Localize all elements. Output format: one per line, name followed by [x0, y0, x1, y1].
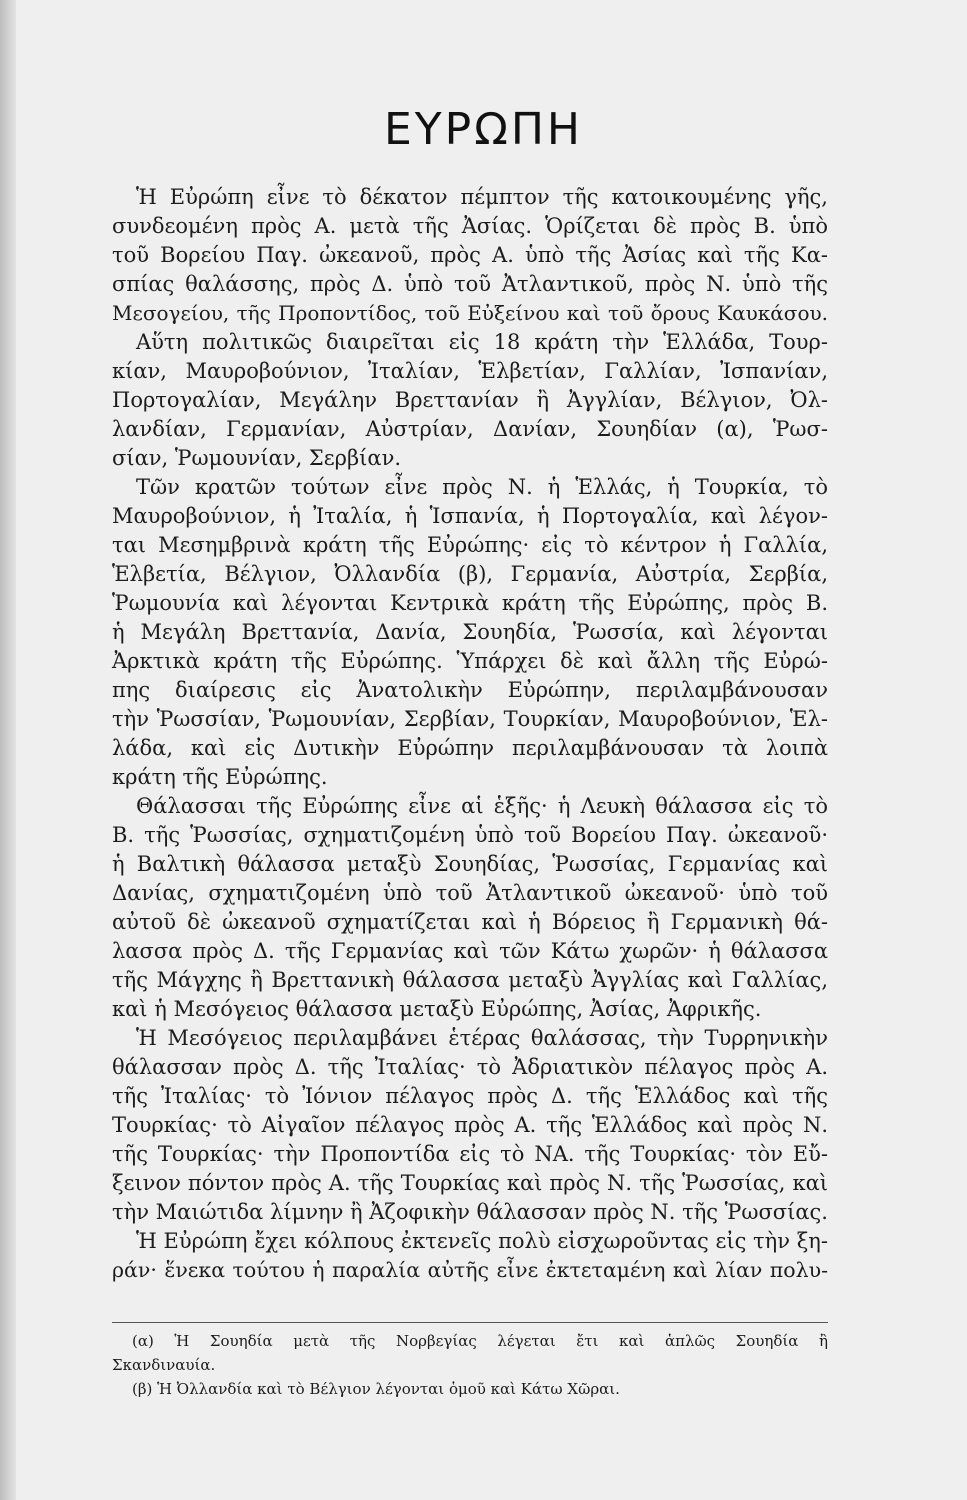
text-line: ἡ Μεγάλη Βρεττανία, Δανία, Σουηδία, Ῥωσσία, καὶ λέγονται [112, 620, 828, 644]
text-line: τὴν Μαιώτιδα λίμνην ἢ Ἀζοφικὴν θάλασσαν πρὸς Ν. τῆς Ῥωσσίας. [112, 1200, 828, 1224]
text-line: ράν· ἕνεκα τούτου ἡ παραλία αὐτῆς εἶνε ἐκτεταμένη καὶ λίαν πολυ- [112, 1258, 828, 1282]
text-line: Ἡ Εὐρώπη εἶνε τὸ δέκατον πέμπτον τῆς κατοικουμένης γῆς, [136, 185, 828, 209]
text-line: σίαν, Ῥωμουνίαν, Σερβίαν. [112, 446, 402, 470]
text-line: Μεσογείου, τῆς Προποντίδος, τοῦ Εὐξείνου καὶ τοῦ ὄρους Καυκάσου. [112, 301, 828, 325]
text-line: Ἡ Μεσόγειος περιλαμβάνει ἑτέρας θαλάσσας, τὴν Τυρρηνικὴν [136, 1026, 828, 1050]
text-line: αὐτοῦ δὲ ὠκεανοῦ σχηματίζεται καὶ ἡ Βόρειος ἢ Γερμανικὴ θά- [112, 910, 828, 934]
text-line: πης διαίρεσις εἰς Ἀνατολικὴν Εὐρώπην, περιλαμβάνουσαν [112, 678, 828, 702]
text-line: κράτη τῆς Εὐρώπης. [112, 765, 328, 789]
footnote-line: Σκανδιναυία. [112, 1356, 216, 1374]
page-title: ΕΥΡΩΠΗ [383, 104, 583, 155]
text-line: ἡ Βαλτικὴ θάλασσα μεταξὺ Σουηδίας, Ῥωσσίας, Γερμανίας καὶ [112, 852, 828, 876]
text-line: λανδίαν, Γερμανίαν, Αὐστρίαν, Δανίαν, Σουηδίαν (α), Ῥωσ- [112, 417, 828, 441]
text-line: Ἀρκτικὰ κράτη τῆς Εὐρώπης. Ὑπάρχει δὲ καὶ ἄλλη τῆς Εὐρώ- [112, 649, 828, 673]
text-line: Ῥωμουνία καὶ λέγονται Κεντρικὰ κράτη τῆς Εὐρώπης, πρὸς Β. [112, 591, 828, 615]
text-line: τοῦ Βορείου Παγ. ὠκεανοῦ, πρὸς Α. ὑπὸ τῆς Ἀσίας καὶ τῆς Κα- [112, 243, 828, 267]
text-line: Ἡ Εὐρώπη ἔχει κόλπους ἐκτενεῖς πολὺ εἰσχωροῦντας εἰς τὴν ξη- [136, 1229, 828, 1253]
text-line: Θάλασσαι τῆς Εὐρώπης εἶνε αἱ ἑξῆς· ἡ Λευκὴ θάλασσα εἰς τὸ [136, 794, 828, 818]
page-binding-edge [0, 0, 16, 1500]
text-line: συνδεομένη πρὸς Α. μετὰ τῆς Ἀσίας. Ὁρίζεται δὲ πρὸς Β. ὑπὸ [112, 214, 828, 238]
text-line: τὴν Ῥωσσίαν, Ῥωμουνίαν, Σερβίαν, Τουρκίαν, Μαυροβούνιον, Ἑλ- [112, 707, 828, 731]
text-line: Τῶν κρατῶν τούτων εἶνε πρὸς Ν. ἡ Ἑλλάς, ἡ Τουρκία, τὸ [136, 475, 828, 499]
text-line: Αὕτη πολιτικῶς διαιρεῖται εἰς 18 κράτη τὴν Ἑλλάδα, Τουρ- [136, 330, 828, 354]
text-line: Ἑλβετία, Βέλγιον, Ὀλλανδία (β), Γερμανία, Αὐστρία, Σερβία, [112, 562, 828, 586]
text-line: καὶ ἡ Μεσόγειος θάλασσα μεταξὺ Εὐρώπης, Ἀσίας, Ἀφρικῆς. [112, 997, 762, 1021]
footnotes [112, 1322, 828, 1401]
text-line: τῆς Τουρκίας· τὴν Προποντίδα εἰς τὸ ΝΑ. τῆς Τουρκίας· τὸν Εὔ- [112, 1142, 828, 1166]
text-line: Δανίας, σχηματιζομένη ὑπὸ τοῦ Ἀτλαντικοῦ ὠκεανοῦ· ὑπὸ τοῦ [112, 881, 828, 905]
text-line: τῆς Ἰταλίας· τὸ Ἰόνιον πέλαγος πρὸς Δ. τῆς Ἑλλάδος καὶ τῆς [112, 1084, 828, 1108]
text-line: θάλασσαν πρὸς Δ. τῆς Ἰταλίας· τὸ Ἀδριατικὸν πέλαγος πρὸς Α. [112, 1055, 828, 1079]
text-line: Μαυροβούνιον, ἡ Ἰταλία, ἡ Ἱσπανία, ἡ Πορτογαλία, καὶ λέγον- [112, 504, 828, 528]
footnote-line: (β) Ἡ Ὀλλανδία καὶ τὸ Βέλγιον λέγονται ὁμοῦ καὶ Κάτω Χῶραι. [132, 1380, 620, 1398]
body-text [112, 183, 828, 1285]
text-line: τῆς Μάγχης ἢ Βρεττανικὴ θάλασσα μεταξὺ Ἀγγλίας καὶ Γαλλίας, [112, 968, 828, 992]
text-line: κίαν, Μαυροβούνιον, Ἰταλίαν, Ἑλβετίαν, Γαλλίαν, Ἰσπανίαν, [112, 359, 828, 383]
text-line: Τουρκίας· τὸ Αἰγαῖον πέλαγος πρὸς Α. τῆς Ἑλλάδος καὶ πρὸς Ν. [112, 1113, 828, 1137]
text-line: Πορτογαλίαν, Μεγάλην Βρεττανίαν ἢ Ἀγγλίαν, Βέλγιον, Ὀλ- [112, 388, 828, 412]
text-line: Β. τῆς Ῥωσσίας, σχηματιζομένη ὑπὸ τοῦ Βορείου Παγ. ὠκεανοῦ· [112, 823, 828, 847]
text-line: σπίας θαλάσσης, πρὸς Δ. ὑπὸ τοῦ Ἀτλαντικοῦ, πρὸς Ν. ὑπὸ τῆς [112, 272, 828, 296]
text-line: ξεινον πόντον πρὸς Α. τῆς Τουρκίας καὶ πρὸς Ν. τῆς Ῥωσσίας, καὶ [112, 1171, 828, 1195]
text-line: λάδα, καὶ εἰς Δυτικὴν Εὐρώπην περιλαμβάνουσαν τὰ λοιπὰ [112, 736, 828, 760]
text-line: λασσα πρὸς Δ. τῆς Γερμανίας καὶ τῶν Κάτω χωρῶν· ἡ θάλασσα [112, 939, 828, 963]
text-line: ται Μεσημβρινὰ κράτη τῆς Εὐρώπης· εἰς τὸ κέντρον ἡ Γαλλία, [112, 533, 828, 557]
footnote-line: (α) Ἡ Σουηδία μετὰ τῆς Νορβεγίας λέγεται ἔτι καὶ ἁπλῶς Σουηδία ἢ [132, 1332, 828, 1350]
